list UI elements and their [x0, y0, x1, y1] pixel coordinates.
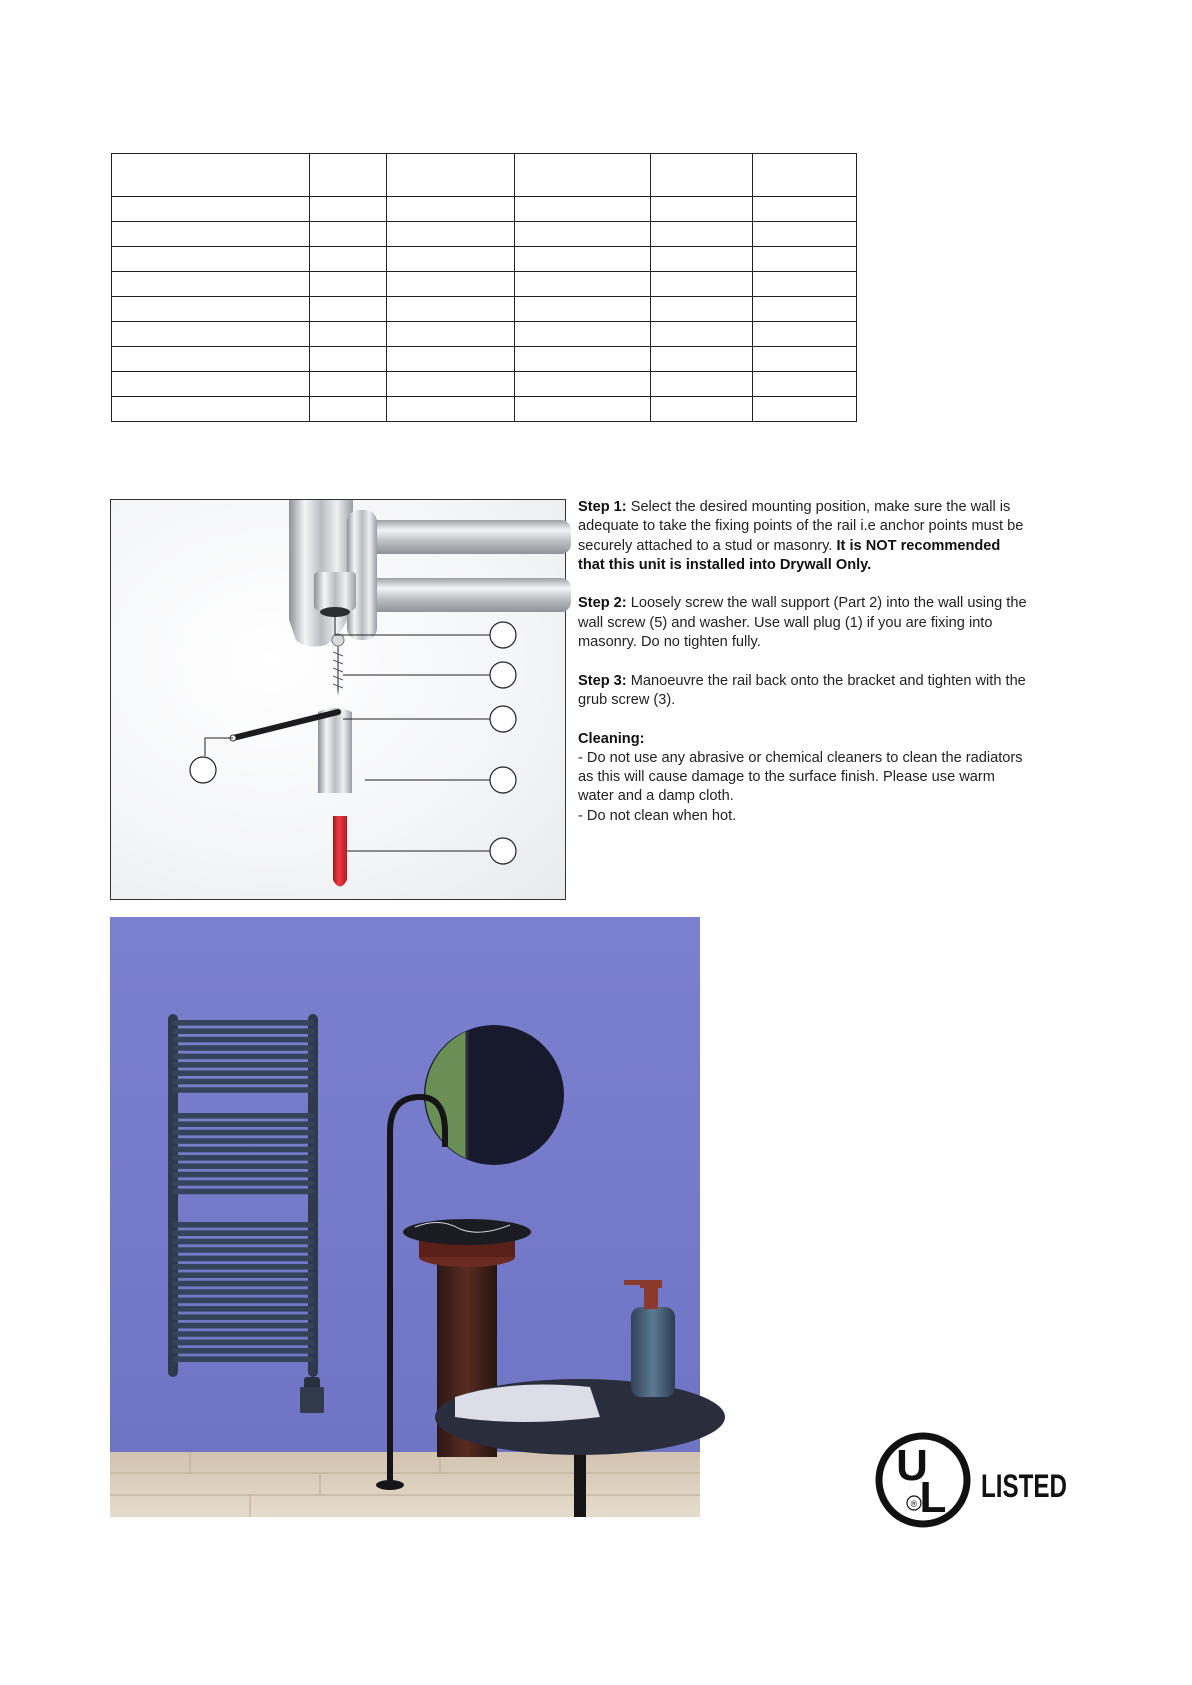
radiator-bar	[172, 1256, 314, 1262]
radiator-bar	[172, 1264, 314, 1270]
spec-table-cell	[387, 272, 515, 297]
spec-table-cell	[515, 397, 651, 422]
spec-table-cell	[387, 397, 515, 422]
step-1-label: Step 1:	[578, 499, 627, 515]
spec-table-cell	[112, 372, 310, 397]
spec-table-cell	[310, 347, 387, 372]
radiator-bar	[172, 1180, 314, 1186]
bracket-illustration	[111, 500, 567, 901]
step-1-emph-suffix: recommended that this unit is installed into Drywall Only.	[578, 537, 1001, 573]
spec-table-row	[112, 197, 857, 222]
radiator-bar	[172, 1147, 314, 1153]
radiator-bar	[172, 1306, 314, 1312]
spec-table-cell	[387, 222, 515, 247]
radiator-bar	[172, 1323, 314, 1329]
spec-table-cell	[753, 322, 857, 347]
radiator-bar	[172, 1189, 314, 1195]
step-1-emph-prefix: It is	[836, 537, 866, 554]
ul-letter-l: L	[919, 1473, 947, 1522]
radiator-bar	[172, 1289, 314, 1295]
radiator-bar	[172, 1070, 314, 1076]
spec-table-cell	[515, 297, 651, 322]
spec-table-cell	[387, 347, 515, 372]
bracket-nut	[314, 572, 356, 610]
spec-table-cell	[310, 247, 387, 272]
part-marker	[490, 706, 516, 732]
spec-table-cell	[651, 272, 753, 297]
spec-table-cell	[651, 347, 753, 372]
step-2-label: Step 2:	[578, 595, 627, 612]
radiator-bar	[172, 1172, 314, 1178]
spec-table-cell	[651, 197, 753, 222]
radiator-bar	[172, 1281, 314, 1287]
product-photo	[110, 917, 700, 1517]
spec-table-cell	[310, 322, 387, 347]
cleaning-line-2: - Do not clean when hot.	[578, 807, 737, 824]
radiator-bar	[172, 1054, 314, 1060]
radiator-bar	[172, 1348, 314, 1354]
spec-table-cell	[651, 247, 753, 272]
radiator-bar	[172, 1130, 314, 1136]
step-1	[578, 498, 1028, 575]
radiator-bar	[172, 1062, 314, 1068]
spec-table-row	[112, 372, 857, 397]
radiator-bar	[172, 1045, 314, 1051]
spec-table-cell	[387, 297, 515, 322]
spec-table-cell	[515, 222, 651, 247]
soap-bottle	[631, 1307, 675, 1397]
step-1-text: Select the desired mounting position, make sure the wall is adequate to take the fixing points of the rail i.e anchor points must be securely attached to a stud or masonry.	[578, 499, 1024, 554]
spec-table-header-row	[112, 154, 857, 197]
spec-table	[111, 153, 857, 422]
spec-table-cell	[310, 222, 387, 247]
spec-table-cell	[112, 347, 310, 372]
step-1-warning: NOT	[865, 537, 897, 554]
spec-table-cell	[387, 247, 515, 272]
rail-bar-upper	[361, 520, 571, 554]
spec-table-row	[112, 297, 857, 322]
step-2-text: Loosely screw the wall support (Part 2) into the wall using the wall screw (5) and washer. Use wall plug (1) if you are fixing into masonry. Do no tighten fully.	[578, 595, 1027, 651]
step-3-label: Step 3:	[578, 672, 627, 689]
spec-table-cell	[651, 154, 753, 197]
spec-table-cell	[753, 347, 857, 372]
spec-table-cell	[310, 197, 387, 222]
wall-plug	[333, 816, 347, 887]
ul-letter-u: U	[896, 1441, 928, 1490]
radiator-bar	[172, 1121, 314, 1127]
spec-table-cell	[112, 272, 310, 297]
spec-table-cell	[651, 372, 753, 397]
radiator-bar	[172, 1247, 314, 1253]
radiator-bar	[172, 1314, 314, 1320]
spec-table-cell	[753, 197, 857, 222]
cleaning-label: Cleaning:	[578, 730, 645, 747]
spec-table-row	[112, 322, 857, 347]
radiator-bar	[172, 1230, 314, 1236]
spec-table-cell	[310, 272, 387, 297]
cleaning	[578, 730, 1028, 826]
part-marker	[490, 838, 516, 864]
radiator-bar	[172, 1087, 314, 1093]
spec-table-cell	[310, 372, 387, 397]
radiator-bar	[172, 1331, 314, 1337]
ul-registered: ®	[910, 1499, 918, 1509]
radiator-bar	[172, 1079, 314, 1085]
spec-table-cell	[515, 347, 651, 372]
radiator-bar	[172, 1222, 314, 1228]
radiator-bar	[172, 1298, 314, 1304]
spec-table-cell	[753, 154, 857, 197]
spec-table-cell	[753, 247, 857, 272]
spec-table-cell	[112, 297, 310, 322]
spec-table-cell	[387, 197, 515, 222]
wall-support	[318, 708, 352, 793]
radiator-bar	[172, 1272, 314, 1278]
spec-table-cell	[310, 154, 387, 197]
radiator-bar	[172, 1037, 314, 1043]
spec-table-row	[112, 247, 857, 272]
radiator-bar	[172, 1340, 314, 1346]
spec-table-cell	[753, 297, 857, 322]
radiator-bar	[172, 1356, 314, 1362]
spec-table-row	[112, 222, 857, 247]
installation-instructions	[578, 498, 1028, 845]
spec-table-cell	[387, 322, 515, 347]
radiator-bar	[172, 1020, 314, 1026]
ul-listed-logo	[876, 1430, 1076, 1530]
spec-table-cell	[651, 222, 753, 247]
spec-table-cell	[387, 154, 515, 197]
spec-table-row	[112, 272, 857, 297]
spec-table-cell	[112, 154, 310, 197]
spec-table-cell	[753, 397, 857, 422]
rail-bar-lower	[361, 578, 571, 612]
step-3-text: Manoeuvre the rail back onto the bracket and tighten with the grub screw (3).	[578, 672, 1026, 708]
spec-table-cell	[310, 397, 387, 422]
spec-table-cell	[112, 222, 310, 247]
installation-diagram	[110, 499, 566, 900]
spec-table-row	[112, 347, 857, 372]
radiator-bar	[172, 1138, 314, 1144]
step-3	[578, 672, 1028, 711]
floor	[110, 1452, 700, 1517]
spec-table-cell	[515, 197, 651, 222]
spec-table-cell	[651, 297, 753, 322]
spec-table-cell	[112, 322, 310, 347]
spec-table-cell	[112, 247, 310, 272]
spec-table-cell	[387, 372, 515, 397]
spec-table-cell	[753, 222, 857, 247]
radiator-bar	[172, 1155, 314, 1161]
spec-table-cell	[515, 247, 651, 272]
spec-table-cell	[753, 272, 857, 297]
spec-table-cell	[310, 297, 387, 322]
spec-table-cell	[515, 154, 651, 197]
part-marker	[490, 662, 516, 688]
spec-table-cell	[112, 397, 310, 422]
cleaning-line-1: - Do not use any abrasive or chemical cleaners to clean the radiators as this will cause damage to the surface finish. Please use warm water and a damp cloth.	[578, 749, 1023, 805]
spec-table-cell	[651, 322, 753, 347]
part-marker	[490, 622, 516, 648]
radiator-bar	[172, 1028, 314, 1034]
spec-table-cell	[112, 197, 310, 222]
spec-table-row	[112, 397, 857, 422]
radiator-bar	[172, 1239, 314, 1245]
part-marker	[190, 757, 216, 783]
spec-table-cell	[515, 272, 651, 297]
spec-table-cell	[753, 372, 857, 397]
radiator-bar	[172, 1163, 314, 1169]
radiator-bar	[172, 1113, 314, 1119]
step-2	[578, 594, 1028, 652]
ul-listed-text: LISTED	[981, 1468, 1067, 1504]
part-marker	[490, 767, 516, 793]
spec-table-cell	[651, 397, 753, 422]
spec-table-cell	[515, 322, 651, 347]
spec-table-cell	[515, 372, 651, 397]
